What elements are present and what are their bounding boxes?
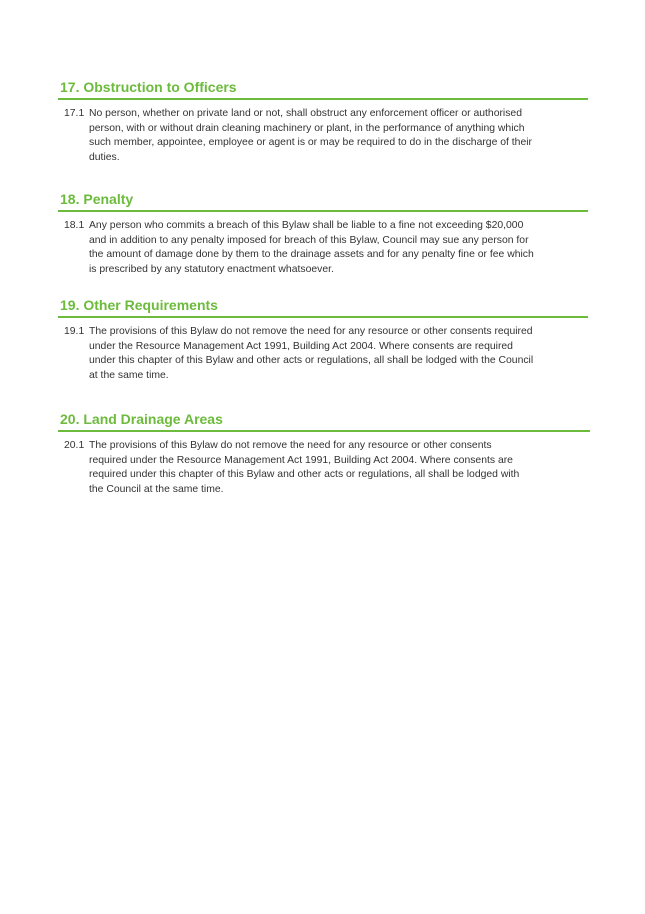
section-heading: 19. Other Requirements [60,297,218,313]
clause-18-1 [58,219,588,277]
clause-text: The provisions of this Bylaw do not remove the need for any resource or other consents required under the Resource Management Act 1991, Building Act 2004. Where consents are required under this chapter of this Bylaw and other acts or regulations, all shall be lodged with the Council at the same time. [89,326,534,381]
clause-20-1 [58,439,590,497]
clause-text: The provisions of this Bylaw do not remove the need for any resource or other consents required under the Resource Management Act 1991, Building Act 2004. Where consents are required under this chapter of this Bylaw and other acts or regulations, all shall be lodged with the Council at the same time. [89,440,520,495]
heading-rule [58,210,588,212]
section-heading: 17. Obstruction to Officers [60,79,237,95]
clause-19-1 [58,325,588,383]
clause-number: 18.1 [64,220,85,231]
clause-17-1 [58,107,588,165]
heading-rule [58,98,588,100]
heading-rule [58,430,590,432]
clause-number: 20.1 [64,440,85,451]
section-19-other-requirements [58,297,588,383]
section-18-penalty [58,191,588,277]
clause-number: 19.1 [64,326,85,337]
heading-rule [58,316,588,318]
clause-text: No person, whether on private land or not, shall obstruct any enforcement officer or authorised person, with or without drain cleaning machinery or plant, in the performance of anything which such member, appointee, employee or agent is or may be required to do in the discharge of their duties. [89,108,533,163]
section-17-obstruction-to-officers [58,79,588,165]
clause-text: Any person who commits a breach of this Bylaw shall be liable to a fine not exceeding $20,000 and in addition to any penalty imposed for breach of this Bylaw, Council may sue any person for the amount of damage done by them to the drainage assets and for any penalty fine or fee which is prescribed by any statutory enactment whatsoever. [89,220,534,275]
clause-number: 17.1 [64,108,85,119]
section-20-land-drainage-areas [58,411,590,497]
section-heading: 18. Penalty [60,191,134,207]
section-heading: 20. Land Drainage Areas [60,411,223,427]
